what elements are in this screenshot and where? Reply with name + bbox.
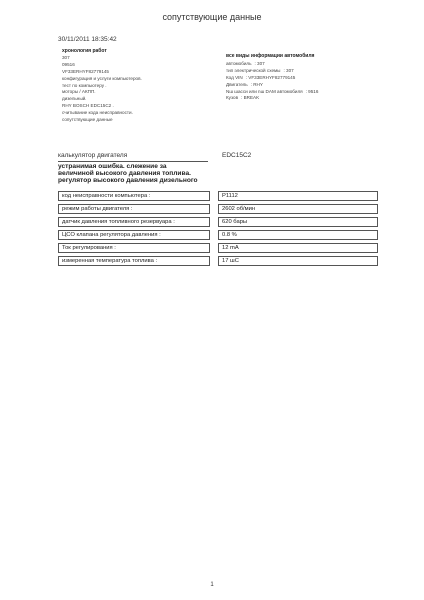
vehicle-info-value: : 9516 [305,88,319,94]
history-line: моторы / АКПП. [62,89,96,95]
vehicle-info-row [226,61,386,68]
table-row [58,256,378,267]
param-label: измеренная температура топлива : [58,256,210,266]
fault-line: величиной высокого давления топлива. [58,170,191,178]
param-value: 12 mA [218,243,378,253]
report-datetime: 30/11/2011 18:35:42 [58,36,117,43]
ecu-divider [58,161,208,162]
vehicle-info-key: Двигатель [226,81,248,87]
history-line: RHY BOSCH EDC15C2 . [62,103,114,109]
vehicle-info-key: Кузов [226,95,239,101]
param-label: код неисправности компьютера : [58,191,210,201]
vehicle-info-key: тип электрической схемы [226,67,281,73]
vehicle-info-row [226,68,386,75]
history-line: 307 [62,54,70,60]
vehicle-info-value: : VF33ERHYF82779145 [245,74,296,80]
history-line: сопутствующие данные [62,117,113,123]
ecu-value: EDC15C2 [222,152,252,159]
history-line: VF33ERHYF82779145 [62,68,109,74]
table-row [58,230,378,241]
vehicle-info-key: автомобиль [226,60,252,66]
param-value: 620 бары [218,217,378,227]
work-history-block [62,48,212,124]
param-label: датчик давления топливного резервуара : [58,217,210,227]
history-line: дизельный. [62,96,87,102]
work-history-heading: хронология работ [62,48,107,54]
parameters-table [58,191,378,269]
fault-line: устранимая ошибка. слежение за [58,163,167,170]
param-label: режим работы двигателя : [58,204,210,214]
vehicle-info-key: Код VIN [226,74,243,80]
vehicle-info-heading: все виды информации автомобиля [226,53,315,59]
vehicle-info-row [226,89,386,96]
table-row [58,217,378,228]
table-row [58,243,378,254]
table-row [58,204,378,215]
ecu-label: калькулятор двигателя [58,152,128,159]
param-label: Ток регулирования : [58,243,210,253]
vehicle-info-value: : 307 [254,60,265,66]
vehicle-info-block [226,53,386,102]
vehicle-info-value: : BREAK [241,95,260,101]
param-value: 0.8 % [218,230,378,240]
vehicle-info-row [226,75,386,82]
param-value: 17 шС [218,256,378,266]
param-value: 2602 об/мин [218,204,378,214]
vehicle-info-value: : 307 [283,67,294,73]
param-value: P1112 [218,191,378,201]
fault-line: регулятор высокого давления дизельного [58,177,198,185]
vehicle-info-row [226,82,386,89]
history-line: считывание кода неисправности. [62,110,133,116]
vehicle-info-row [226,95,386,102]
param-label: ЦСО клапана регулятора давления : [58,230,210,240]
vehicle-info-key: Nш шасси или nш DAM автомобиля [226,88,303,94]
vehicle-info-value: : RHY [250,81,263,87]
page-number: 1 [210,582,214,588]
table-row [58,191,378,202]
history-line: тест по компьютеру . [62,82,107,88]
history-line: 09516 [62,61,75,67]
history-line: конфигурация и услуги компьютеров. [62,75,142,81]
page-title: сопутствующие данные [162,12,262,22]
fault-description [58,163,248,185]
